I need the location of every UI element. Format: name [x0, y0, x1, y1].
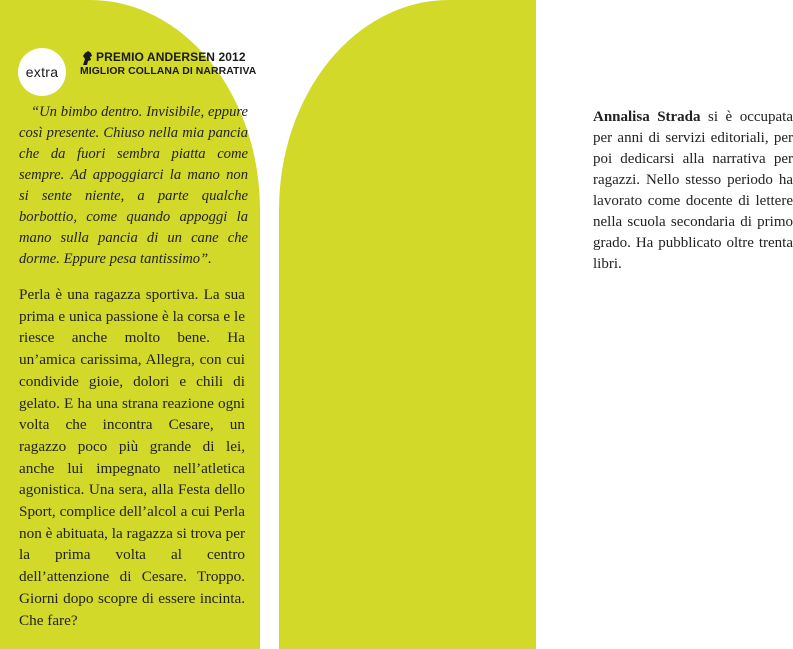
award-title: PREMIO ANDERSEN 2012 [96, 50, 246, 64]
front-flap [0, 0, 260, 649]
extra-badge-label: extra [25, 64, 59, 80]
excerpt-quote: “Un bimbo dentro. Invisibile, eppure così presente. Chiuso nella mia pancia che da fuori sembra piatta come sempre. Ad appoggiarci la mano non si sente niente, a parte qualche borbottio, come quando appoggi la mano sulla pancia di un cane che dorme. Eppure pesa tantissimo”. [19, 104, 248, 267]
back-flap [279, 0, 793, 649]
author-name: Annalisa Strada [593, 109, 701, 125]
author-bio-text: si è occupata per anni di servizi editoriali, per poi dedicarsi alla narrativa per ragazzi. Nello stesso periodo ha lavorato come docente di lettere nella scuola secondaria di primo grado. Ha pubblicato oltre trenta libri. [593, 109, 793, 272]
author-bio [593, 107, 793, 275]
andersen-award-icon [80, 50, 94, 66]
award-subtitle: MIGLIOR COLLANA DI NARRATIVA [80, 66, 257, 77]
extra-series-badge [18, 48, 66, 96]
book-blurb: Perla è una ragazza sportiva. La sua prima e unica passione è la corsa e le riesce anche molto bene. Ha un’amica carissima, Allegra, con cui condivide gioie, dolori e chili di gelato. E ha una strana reazione ogni volta che incontra Cesare, un ragazzo poco più grande di lei, anche lui impegnato nell’atletica agonistica. Una sera, alla Festa dello Sport, complice dell’alcol a cui Perla non è abituata, la ragazza si trova per la prima volta al centro dell’attenzione di Cesare. Troppo. Giorni dopo scopre di essere incinta. Che fare? [19, 286, 246, 629]
